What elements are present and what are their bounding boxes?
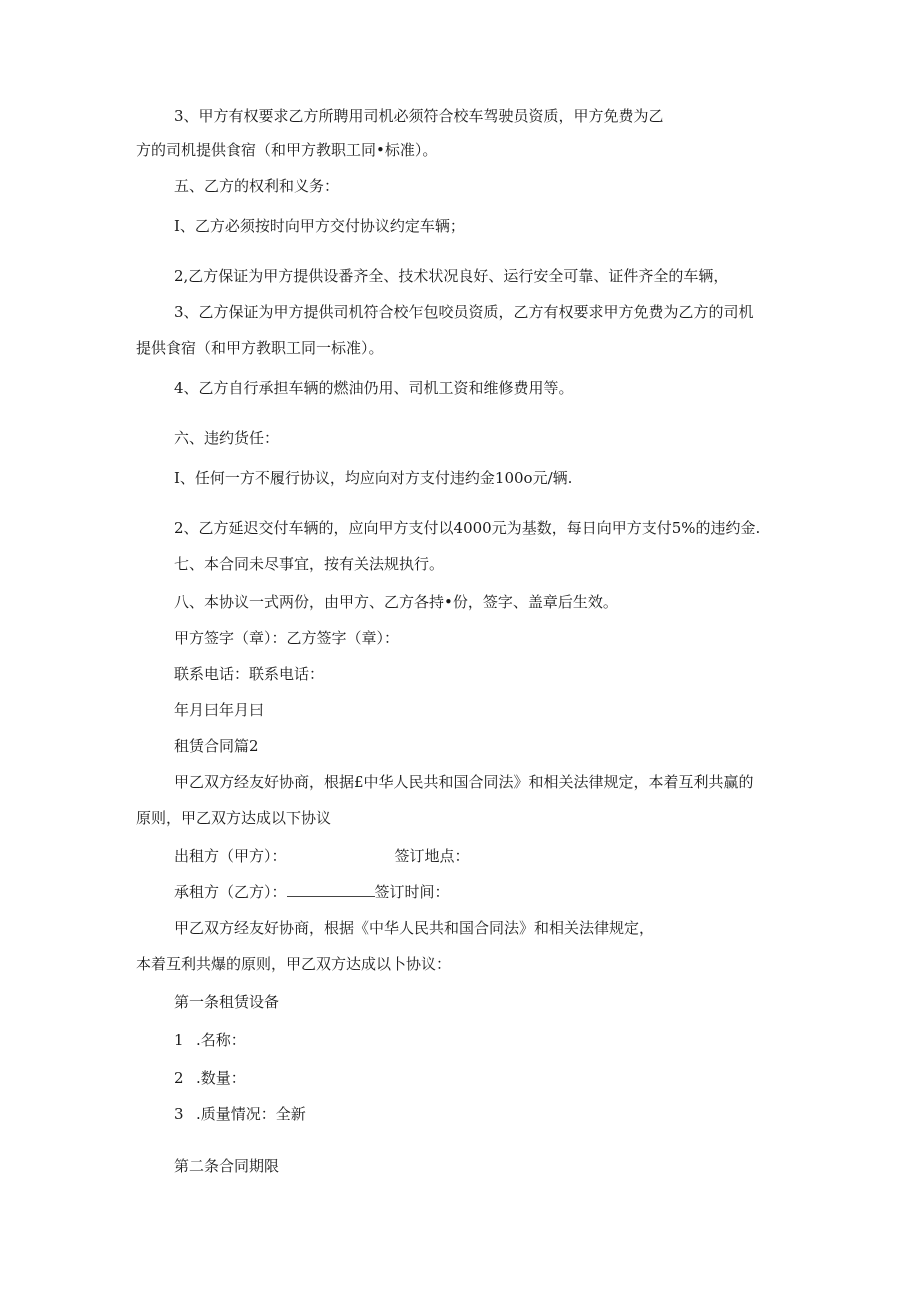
text-line: I、任何一方不履行协议，均应向对方支付违约金100o元/辆.: [174, 469, 573, 487]
text-line: 甲乙双方经友好协商，根据£中华人民共和国合同法》和相关法律规定，本着互利共赢的: [174, 773, 754, 791]
section-heading: 八、本协议一式两份，由甲方、乙方各持•份，签字、盖章后生效。: [174, 593, 618, 611]
date-line: 年月曰年月曰: [174, 701, 265, 719]
text-line: 原则，甲乙双方达成以下协议: [136, 809, 332, 827]
article-heading: 第二条合同期限: [174, 1157, 280, 1175]
text-line: 3、乙方保证为甲方提供司机符合校乍包咬员资质，乙方有权要求甲方免费为乙方的司机: [174, 303, 754, 321]
text-line: I、乙方必须按时向甲方交付协议约定车辆；: [174, 217, 465, 235]
phone-line: 联系电话：联系电话：: [174, 665, 325, 683]
article-heading: 第一条租赁设备: [174, 993, 280, 1011]
list-item: [174, 1030, 246, 1050]
lessee-row: [174, 882, 450, 902]
text-line: 本着互利共爆的原则，甲乙双方达成以卜协议：: [136, 955, 452, 973]
text-line: 方的司机提供食宿（和甲方教职工同•标准）。: [136, 141, 438, 159]
signature-line: 甲方签字（章）：乙方签字（章）：: [174, 629, 400, 647]
lessor-label: 出租方（甲方）：: [174, 847, 287, 865]
text-line: 2,乙方保证为甲方提供设番齐全、技术状况良好、运行安全可靠、证件齐全的车辆，: [174, 267, 729, 285]
text-line: 2、乙方延迟交付车辆的，应向甲方支付以4000元为基数，每日向甲方支付5%的违约金.: [174, 519, 761, 537]
text-line: 3、甲方有权要求乙方所聘用司机必须符合校车驾驶员资质，甲方免费为乙: [174, 107, 664, 125]
list-item-text: .质量情况：全新: [196, 1105, 306, 1123]
text-line: 甲乙双方经友好协商，根据《中华人民共和国合同法》和相关法律规定，: [174, 919, 655, 937]
lessee-underline: [287, 882, 375, 897]
lessor-row: [174, 846, 470, 866]
section-heading: 六、违约货任：: [174, 429, 280, 447]
list-item-number: 1: [174, 1031, 184, 1049]
contract-title: 租赁合同篇2: [174, 737, 259, 755]
section-heading: 七、本合同未尽事宜，按有关法规执行。: [174, 555, 445, 573]
text-line: 提供食宿（和甲方教职工同一标准）。: [136, 339, 384, 357]
list-item-number: 3: [174, 1105, 184, 1123]
text-line: 4、乙方自行承担车辆的燃油仍用、司机工资和维修费用等。: [174, 379, 574, 397]
section-heading: 五、乙方的权利和义务：: [174, 177, 340, 195]
list-item-number: 2: [174, 1069, 184, 1087]
list-item-text: .数量：: [196, 1069, 246, 1087]
lessee-label: 承租方（乙方）：: [174, 883, 287, 901]
sign-place-label: 签订地点：: [394, 847, 470, 865]
list-item-text: .名称：: [196, 1031, 246, 1049]
sign-time-label: 签订时间：: [374, 883, 450, 901]
list-item: [174, 1068, 246, 1088]
list-item: [174, 1104, 306, 1124]
